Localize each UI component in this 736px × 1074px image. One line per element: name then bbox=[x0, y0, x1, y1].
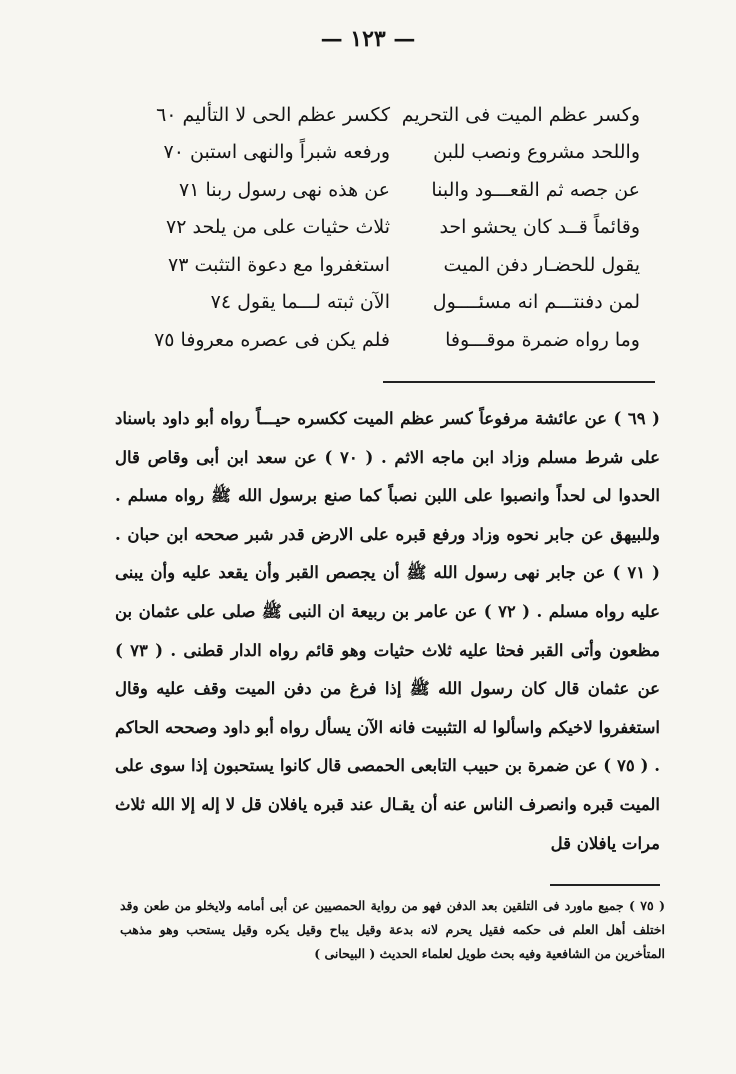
verse-second-hemistich: ثلاث حثيات على من يلحد ٧٢ bbox=[166, 216, 390, 239]
verse-line bbox=[140, 171, 640, 209]
verse-first-hemistich: يقول للحضـار دفن الميت bbox=[443, 253, 640, 276]
verse-second-hemistich: ورفعه شبراً والنهى استبن ٧٠ bbox=[163, 141, 390, 164]
footnote-text: ( ٧٥ ) جميع ماورد فى التلقين بعد الدفن فهو من رواية الحمصيين عن أبى أمامه ولايخلو من طعن وقد اختلف أهل العلم فى حكمه فقيل يحرم لانه بدعة وقيل يباح وقيل يكره وقيل يستحب وهو مذهب المتأخرين من الشافعية وفيه بحث طويل لعلماء الحديث ( البيحانى ) bbox=[120, 898, 665, 961]
verse-first-hemistich: وكسر عظم الميت فى التحريم bbox=[401, 103, 640, 126]
section-divider bbox=[383, 381, 655, 383]
verse-line bbox=[140, 284, 640, 322]
verse-second-hemistich: الآن ثبته لـــما يقول ٧٤ bbox=[210, 291, 390, 314]
verse-line bbox=[140, 321, 640, 359]
verse-first-hemistich: وقائماً قــد كان يحشو احد bbox=[439, 216, 640, 239]
verse-line bbox=[140, 246, 640, 284]
verse-second-hemistich: عن هذه نهى رسول ربنا ٧١ bbox=[179, 178, 390, 201]
poem-block bbox=[140, 96, 640, 359]
verse-line bbox=[140, 209, 640, 247]
verse-first-hemistich: لمن دفنتـــم انه مسئــــول bbox=[432, 291, 640, 314]
verse-second-hemistich: ككسر عظم الحى لا التأليم ٦٠ bbox=[156, 103, 390, 126]
verse-line bbox=[140, 96, 640, 134]
verse-line bbox=[140, 134, 640, 172]
verse-second-hemistich: استغفروا مع دعوة التثبت ٧٣ bbox=[167, 253, 390, 276]
verse-second-hemistich: فلم يكن فى عصره معروفا ٧٥ bbox=[154, 328, 390, 351]
commentary-text: ( ٦٩ ) عن عائشة مرفوعاً كسر عظم الميت ككسره حيـــاً رواه أبو داود باسناد على شرط مسلم وزاد ابن ماجه الاثم . ( ٧٠ ) عن سعد ابن أبى وقاص قال الحدوا لى لحداً وانصبوا على اللبن نصباً كما صنع برسول الله ﷺ رواه مسلم . وللبيهق عن جابر نحوه وزاد ورفع قبره على الارض قدر شبر صححه ابن حبان . ( ٧١ ) عن جابر نهى رسول الله ﷺ أن يجصص القبر وأن يقعد عليه وأن يبنى عليه رواه مسلم . ( ٧٢ ) عن عامر بن ربيعة ان النبى ﷺ صلى على عثمان بن مظعون وأتى القبر فحثا عليه ثلاث حثيات وهو قائم رواه الدار قطنى . ( ٧٣ ) عن عثمان قال كان رسول الله ﷺ إذا فرغ من دفن الميت وقف عليه وقال استغفروا لاخيكم واسألوا له التثبيت فانه الآن يسأل رواه أبو داود وصححه الحاكم . ( ٧٥ ) عن ضمرة بن حبيب التابعى الحمصى قال كانوا يستحبون إذا سوى على الميت قبره وانصرف الناس عنه أن يقـال عند قبره يافلان قل لا إله إلا الله ثلاث مرات يافلان قل bbox=[115, 409, 661, 853]
footnote-divider bbox=[550, 884, 660, 886]
verse-first-hemistich: وما رواه ضمرة موقـــوفا bbox=[445, 328, 640, 351]
verse-first-hemistich: عن جصه ثم القعـــود والبنا bbox=[431, 178, 640, 201]
page-number: — ١٢٣ — bbox=[320, 26, 416, 52]
verse-first-hemistich: واللحد مشروع ونصب للبن bbox=[433, 141, 640, 164]
